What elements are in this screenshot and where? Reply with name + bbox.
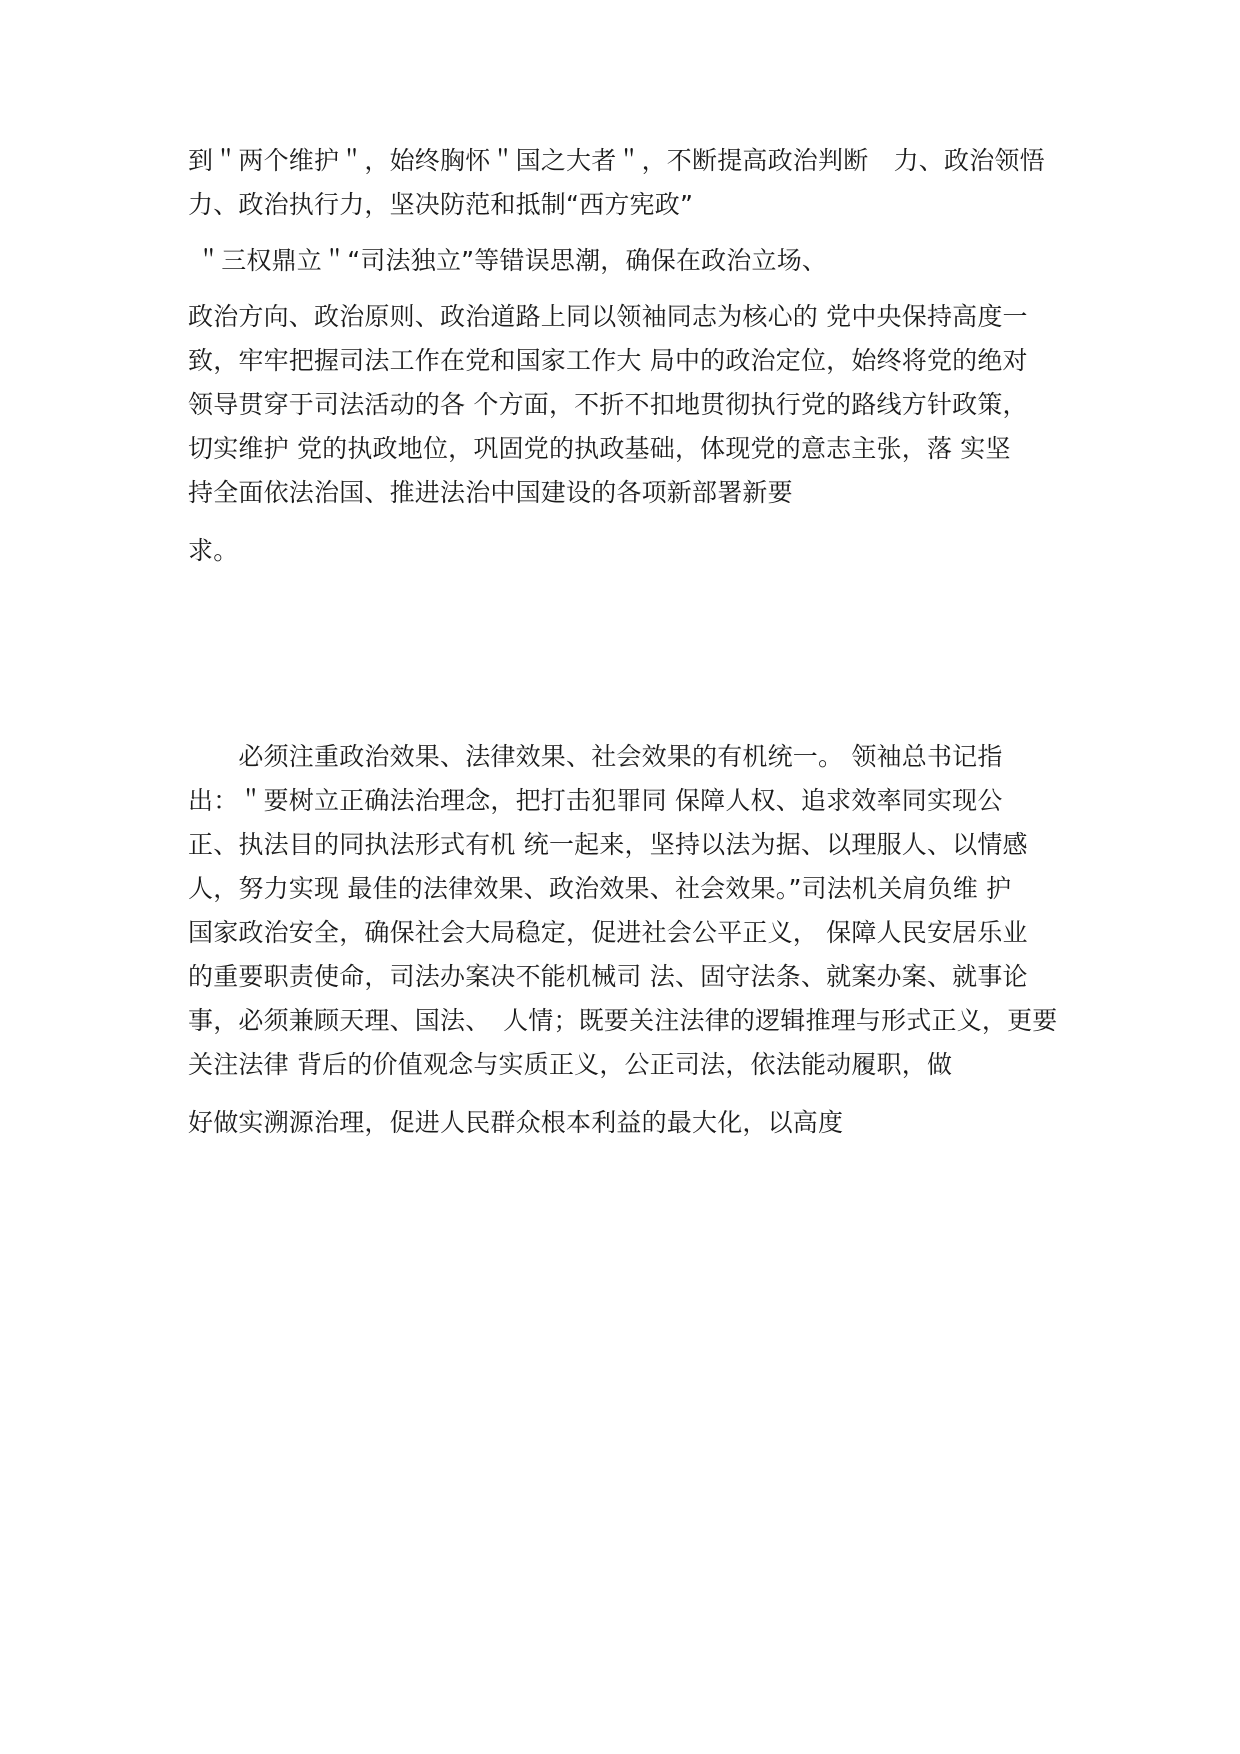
text-line: 好做实溯源治理，促进人民群众根本利益的最大化，以高度: [188, 1108, 844, 1137]
text-line: 国家政治安全，确保社会大局稳定，促进社会公平正义， 保障人民安居乐业: [188, 918, 1028, 947]
text-line: 正、执法目的同执法形式有机 统一起来，坚持以法为据、以理服人、以情感: [188, 830, 1028, 859]
text-line: 持全面依法治国、推进法治中国建设的各项新部署新要: [188, 478, 793, 507]
text-line: 力、政治执行力，坚决防范和抵制“西方宪政”: [188, 190, 694, 219]
text-line: 政治方向、政治原则、政治道路上同以领袖同志为核心的 党中央保持高度一: [188, 302, 1028, 331]
text-line: 出：＂要树立正确法治理念，把打击犯罪同 保障人权、追求效率同实现公: [188, 786, 1003, 815]
text-line: 切实维护 党的执政地位，巩固党的执政基础，体现党的意志主张，落 实坚: [188, 434, 1011, 463]
text-line: 致，牢牢把握司法工作在党和国家工作大 局中的政治定位，始终将党的绝对: [188, 346, 1028, 375]
text-line: 的重要职责使命，司法办案决不能机械司 法、固守法条、就案办案、就事论: [188, 962, 1028, 991]
text-line: 到＂两个维护＂，始终胸怀＂国之大者＂，不断提高政治判断 力、政治领悟: [188, 146, 1045, 175]
text-line: 人，努力实现 最佳的法律效果、政治效果、社会效果。”司法机关肩负维 护: [188, 874, 1012, 903]
text-line: 事，必须兼顾天理、国法、 人情；既要关注法律的逻辑推理与形式正义，更要: [188, 1006, 1058, 1035]
text-line: 求。: [188, 536, 239, 565]
text-line: 关注法律 背后的价值观念与实质正义，公正司法，依法能动履职，做: [188, 1050, 953, 1079]
text-line: 必须注重政治效果、法律效果、社会效果的有机统一。 领袖总书记指: [188, 742, 1003, 771]
text-line: ＂三权鼎立＂“司法独立”等错误思潮，确保在政治立场、: [196, 246, 828, 275]
text-line: 领导贯穿于司法活动的各 个方面，不折不扣地贯彻执行党的路线方针政策，: [188, 390, 1028, 419]
